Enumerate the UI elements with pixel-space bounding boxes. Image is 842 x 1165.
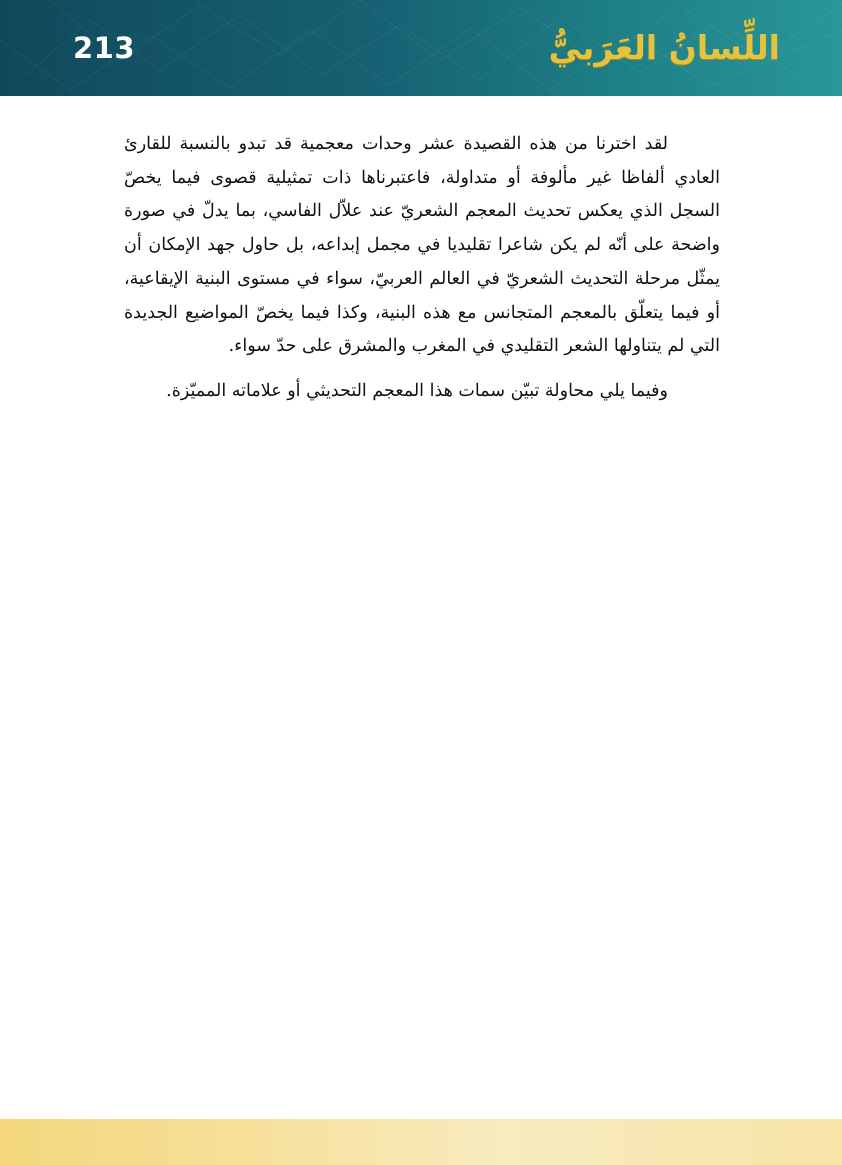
- page-header: [0, 0, 842, 96]
- journal-logo: اللِّسانُ العَرَبيُّ: [548, 28, 780, 67]
- paragraph-2: وفيما يلي محاولة تبيّن سمات هذا المعجم التحديثي أو علاماته المميّزة.: [166, 380, 668, 401]
- footer-band: [0, 1119, 842, 1165]
- paragraph-1: لقد اخترنا من هذه القصيدة عشر وحدات معجمية قد تبدو بالنسبة للقارئ العادي ألفاظا غير مألوفة أو متداولة، فاعتبرناها ذات تمثيلية قصوى فيما يخصّ السجل الذي يعكس تحديث المعجم الشعريّ عند علاّل الفاسي، بما يدلّ في صورة واضحة على أنّه لم يكن شاعرا تقليديا في مجمل إبداعه، بل حاول جهد الإمكان أن يمثّل مرحلة التحديث الشعريّ في العالم العربيّ، سواء في مستوى البنية الإيقاعية، أو فيما يتعلّق بالمعجم المتجانس مع هذه البنية، وكذا فيما يخصّ المواضيع الجديدة التي لم يتناولها الشعر التقليدي في المغرب والمشرق على حدّ سواء.: [124, 134, 720, 357]
- article-body: [124, 128, 720, 409]
- page-number: 213: [73, 31, 136, 65]
